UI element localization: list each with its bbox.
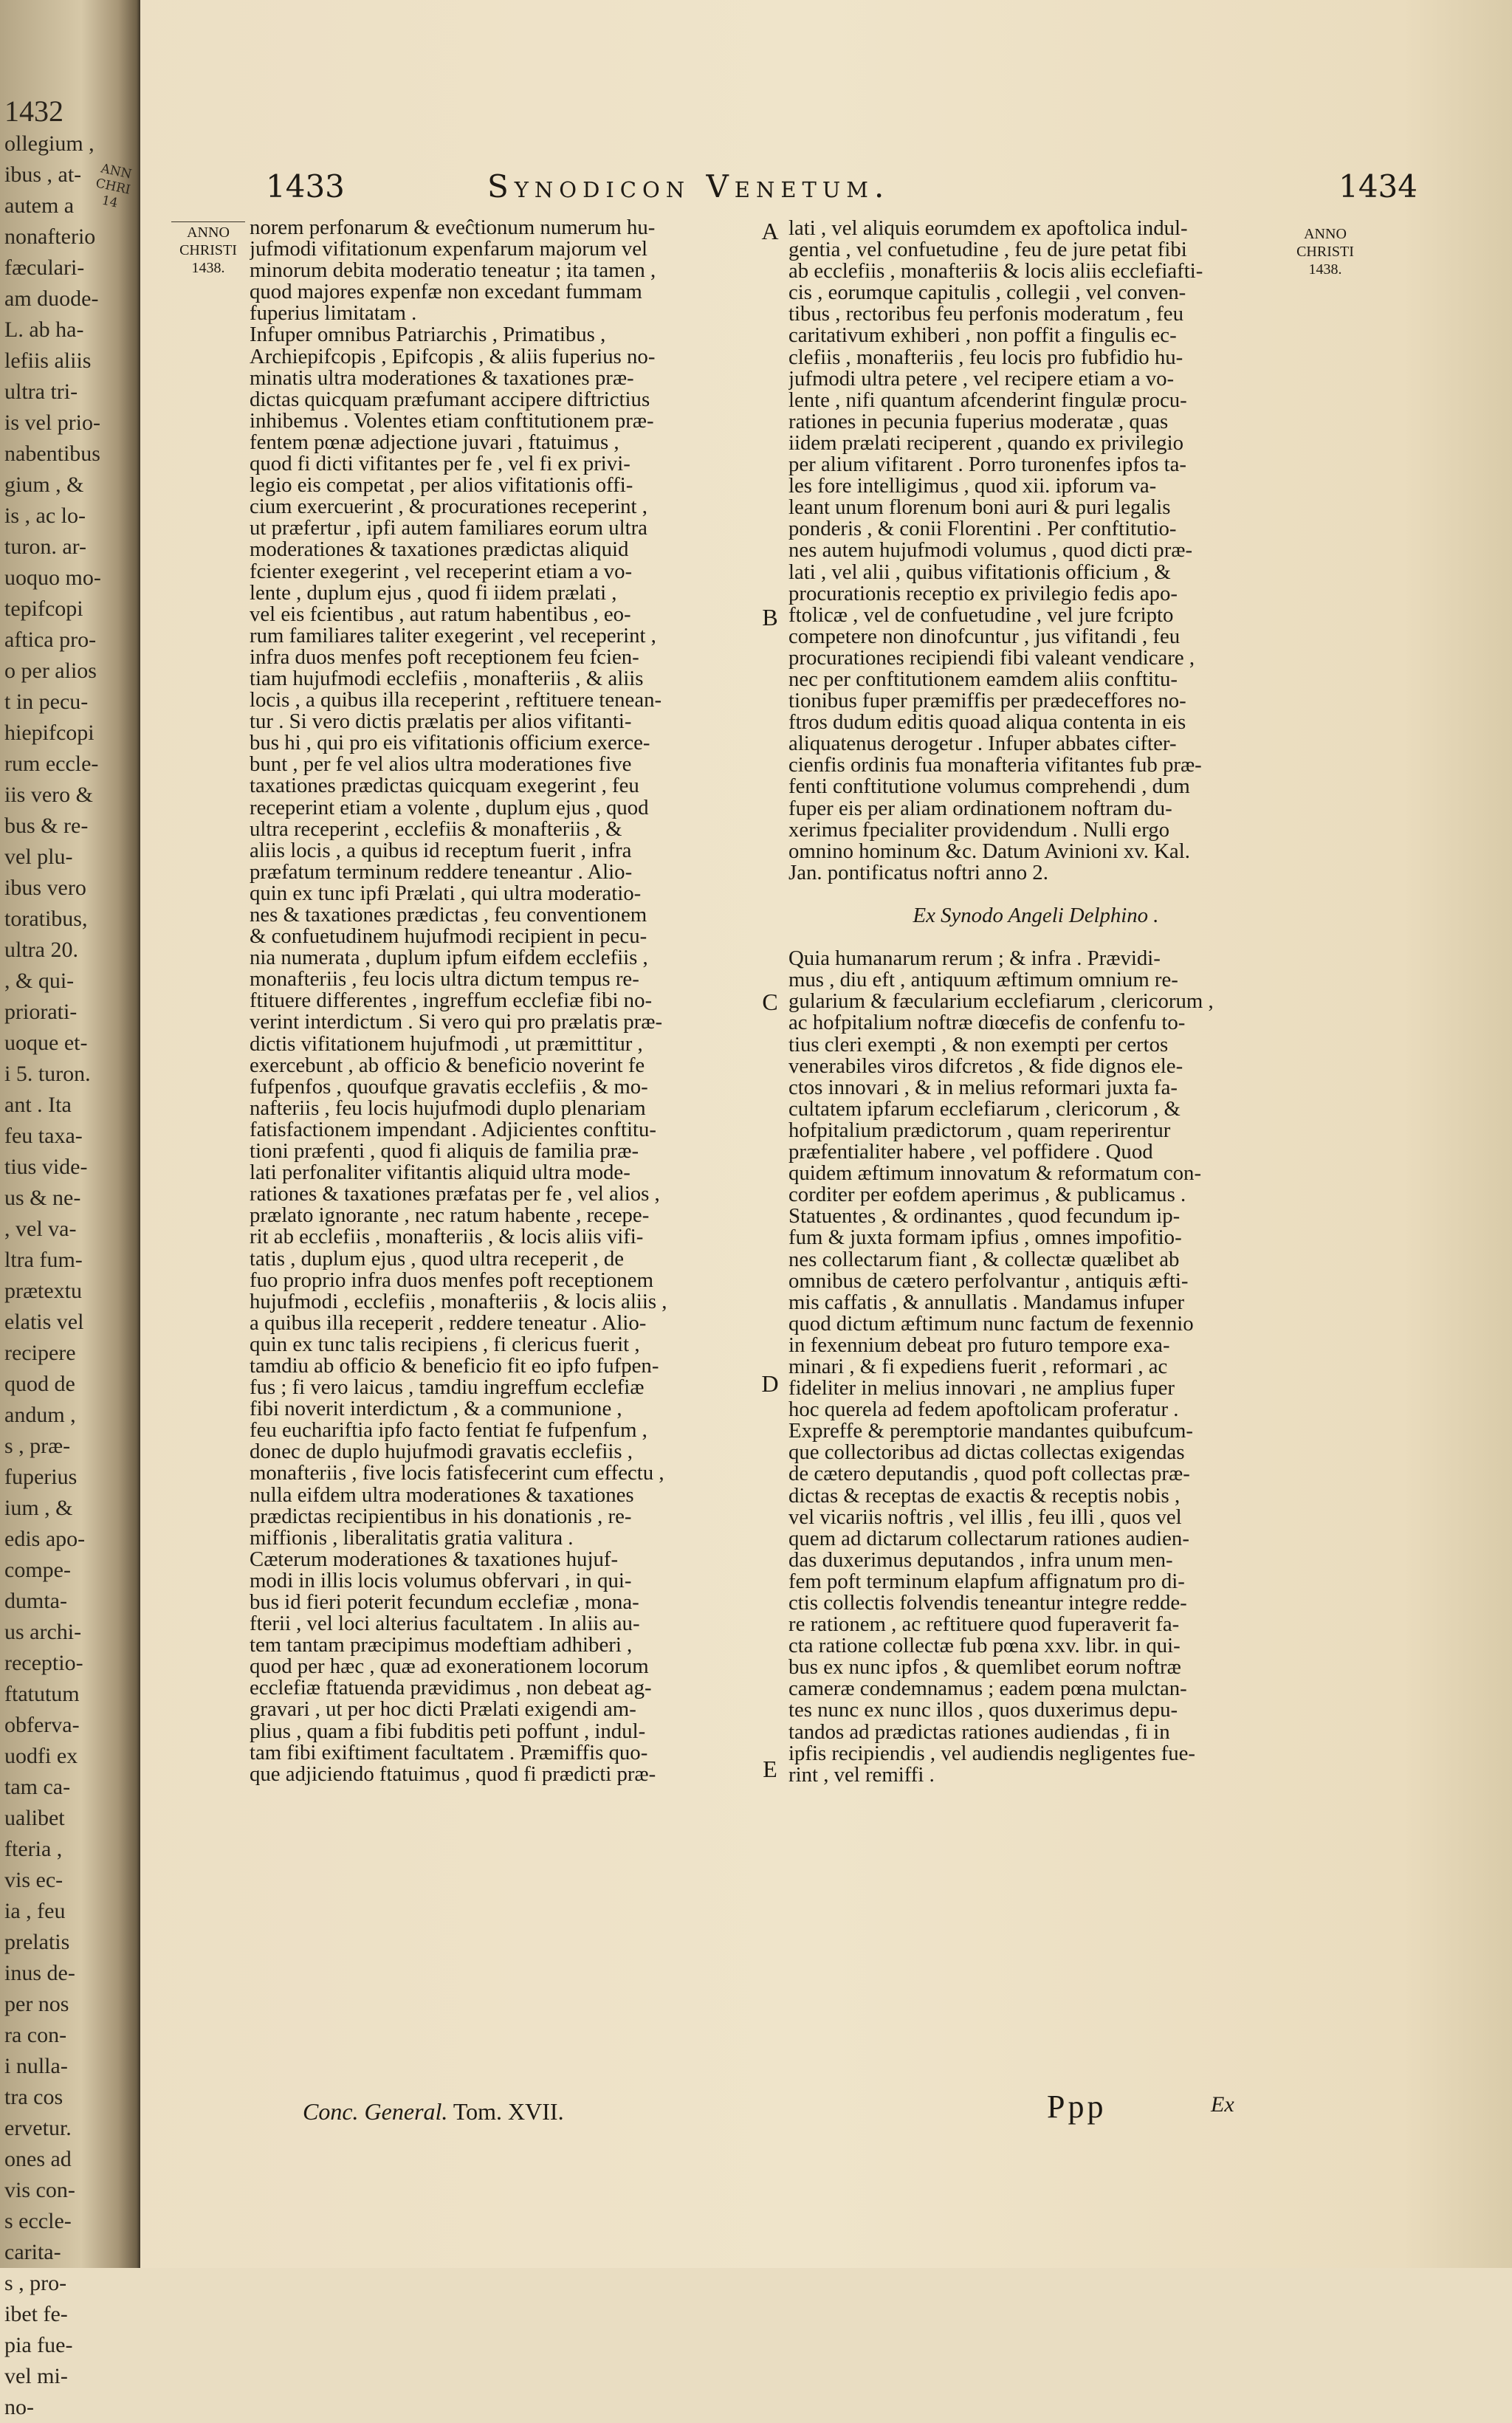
text-line: ibet fe- [4, 2302, 68, 2326]
text-line: jufmodi vifitationum expenfarum majorum vel [250, 237, 648, 261]
text-line: vis con- [4, 2178, 75, 2202]
text-line: nulla eifdem ultra moderationes & taxationes [250, 1482, 634, 1507]
anno-fragment-line: 14 [100, 193, 120, 211]
text-line: a quibus illa receperit , reddere teneatur . Alio- [250, 1310, 647, 1335]
text-line: fentem pœnæ adjectione juvari , ftatuimus , [250, 430, 619, 454]
text-line: am duode- [4, 286, 99, 311]
text-line: in fexennium debeat pro futuro tempore exa- [788, 1333, 1170, 1357]
text-line: modi in illis locis volumus obfervari , in qui- [250, 1568, 632, 1592]
text-line: per alium vifitarent . Porro turonenfes ipfos ta- [788, 453, 1186, 477]
text-line: les fore intelligimus , quod xii. ipforum va- [788, 474, 1157, 498]
text-line: fus ; fi vero laicus , tamdiu ingreffum ecclefiæ [250, 1375, 645, 1400]
text-line: ibus vero [4, 876, 86, 900]
text-line: bus hi , qui pro eis vifitationis officium exerce- [250, 731, 650, 755]
text-line: corditer per eofdem aperimus , & publicamus . [788, 1183, 1186, 1207]
text-line: vel vicariis noftris , vel illis , feu illi , quos vel [788, 1505, 1182, 1529]
text-line: leant unum florenum boni auri & puri legalis [788, 495, 1171, 520]
text-line: jufmodi ultra petere , vel recipere etiam a vo- [788, 366, 1175, 391]
text-line: omnibus de cætero perfolvantur , antiquis æfti- [788, 1268, 1189, 1293]
text-line: procurationis receptio ex privilegio fedis apo- [788, 581, 1178, 605]
text-line: Jan. pontificatus noftri anno 2. [788, 860, 1048, 884]
text-line: legio eis competat , per alios vifitationis offi- [250, 473, 633, 498]
text-line: que collectoribus ad dictas collectas exigendas [788, 1440, 1185, 1465]
text-line: compe- [4, 1558, 71, 1582]
text-line: fem poft terminum elapfum affignatum pro di- [788, 1569, 1185, 1593]
text-line: i nulla- [4, 2054, 68, 2078]
text-line: ftolicæ , vel de confuetudine , vel jure fcripto [788, 602, 1174, 627]
section-heading: Ex Synodo Angeli Delphino . [913, 904, 1159, 927]
text-line: quidem æftimum innovatum & reformatum con- [788, 1161, 1202, 1186]
text-line: fæculari- [4, 255, 85, 280]
text-line: quin ex tunc ipfi Prælati , qui ultra moderatio- [250, 881, 642, 905]
text-line: plius , quam a fibi fubditis peti poffunt , indul- [250, 1719, 646, 1743]
text-line: cameræ condemnamus ; eadem pœna mulctan- [788, 1677, 1187, 1701]
text-line: nia numerata , duplum ipfum eifdem ecclefiis , [250, 946, 648, 970]
text-line: ia , feu [4, 1899, 66, 1923]
text-line: i 5. turon. [4, 1062, 91, 1086]
text-line: tur . Si vero dictis prælatis per alios vifitanti- [250, 709, 632, 734]
text-line: prætextu [4, 1279, 82, 1303]
text-line: toratibus, [4, 907, 88, 931]
text-line: rint , vel remiffi . [788, 1762, 935, 1786]
text-line: tionibus fuper præmiffis per prædeceffores no- [788, 689, 1186, 713]
text-line: carita- [4, 2240, 61, 2264]
text-line: fenti conftitutione volumus comprehendi , dum [788, 774, 1190, 799]
text-line: tam fibi exiftiment facultatem . Præmiffis quo- [250, 1740, 648, 1764]
text-line: ultra receperint , ecclefiis & monafteriis , & [250, 817, 622, 841]
text-line: vel mi- [4, 2364, 68, 2388]
text-line: verint interdictum . Si vero qui pro prælatis præ- [250, 1010, 663, 1034]
text-line: o per alios [4, 659, 97, 683]
text-line: uoque et- [4, 1031, 88, 1055]
anno-fragment-line: ANN [99, 161, 134, 182]
text-line: L. ab ha- [4, 317, 84, 342]
text-line: clefiis , monafteriis , feu locis pro fubfidio hu- [788, 345, 1183, 369]
text-line: tibus , rectoribus feu perfonis moderatum , feu [788, 302, 1183, 326]
text-line: cta ratione collectæ fub pœna xxv. libr. in qui- [788, 1634, 1181, 1658]
text-line: ponderis , & conii Florentini . Per conftitutio- [788, 517, 1177, 541]
text-line: ctis collectis folvendis teneantur integre redde- [788, 1591, 1187, 1615]
text-line: exercebunt , ab officio & beneficio noverint fe [250, 1053, 645, 1077]
text-line: ctos innovari , & in melius reformari juxta fa- [788, 1075, 1178, 1099]
section-marker-b: B [762, 604, 778, 630]
text-line: dictas quicquam præfumant accipere diftrictius [250, 387, 650, 411]
text-line: minorum debita moderatio teneatur ; ita tamen , [250, 258, 656, 283]
text-line: tamdiu ab officio & beneficio fit eo ipfo fufpen- [250, 1353, 659, 1378]
text-line: quod de [4, 1372, 75, 1396]
text-line: minari , & fi expediens fuerit , reformari , ac [788, 1354, 1168, 1378]
text-line: vel plu- [4, 845, 73, 869]
text-line: ultra 20. [4, 938, 78, 962]
text-line: s , præ- [4, 1434, 71, 1458]
text-line: mis caffatis , & annullatis . Mandamus infuper [788, 1290, 1185, 1314]
text-line: das duxerimus deputandos , infra unum men- [788, 1547, 1173, 1572]
text-line: cium exercuerint , & procurationes receperint , [250, 495, 647, 519]
text-line: rum familiares taliter exegerint , vel receperint , [250, 623, 656, 647]
text-line: receperint etiam a volente , duplum ejus , quod [250, 795, 649, 819]
text-line: inhibemus . Volentes etiam conftitutionem præ- [250, 408, 654, 433]
text-line: Expreffe & peremptorie mandantes quibufcum- [788, 1419, 1194, 1443]
anno-fragment-line: CHRI [94, 176, 132, 198]
text-line: infra duos menfes poft receptionem feu fcien- [250, 645, 639, 669]
text-line: edis apo- [4, 1527, 86, 1551]
text-line: nabentibus [4, 441, 100, 466]
text-line: hofpitalium prædictorum , quam reperirentur [788, 1118, 1171, 1142]
text-line: autem a [4, 193, 75, 218]
text-line: fcienter exegerint , vel receperint etiam a vo- [250, 559, 633, 583]
text-line: tandos ad prædictas rationes audiendas , fi in [788, 1719, 1170, 1744]
text-line: fuo proprio infra duos menfes poft receptionem [250, 1268, 653, 1292]
christi-word: CHRISTI [179, 242, 237, 258]
text-line: fibi noverit interdictum , & a communione , [250, 1397, 622, 1421]
text-line: nec per conftitutionem eamdem aliis conftitu- [788, 667, 1178, 691]
text-line: uoquo mo- [4, 566, 101, 590]
text-line: iis vero & [4, 783, 93, 807]
catchword: Ex [1211, 2092, 1234, 2117]
text-line: nafteriis , feu locis hujufmodi duplo plenariam [250, 1096, 646, 1120]
text-line: monafteriis , feu locis ultra dictum tempus re- [250, 967, 639, 991]
text-line: præfentialiter habere , vel poffidere . Quod [788, 1140, 1153, 1164]
text-line: Cæterum moderationes & taxationes hujuf- [250, 1547, 619, 1571]
text-line: lati perfonaliter vifitantis aliquid ultra mode- [250, 1161, 630, 1185]
text-line [788, 927, 1283, 948]
text-line: aftica pro- [4, 628, 97, 652]
text-line: lefiis aliis [4, 348, 92, 373]
text-line: Quia humanarum rerum ; & infra . Prævidi- [788, 946, 1161, 971]
text-line: ervetur. [4, 2116, 72, 2140]
text-line: lati , vel alii , quibus vifitationis officium , & [788, 560, 1171, 584]
text-line: ra con- [4, 2023, 67, 2047]
section-marker-a: A [761, 218, 779, 244]
text-line: dictis vifitationem hujufmodi , ut præmittitur , [250, 1031, 643, 1056]
text-line: nonafterio [4, 224, 96, 249]
anno-word: ANNO [187, 224, 230, 241]
text-line: fteria , [4, 1837, 63, 1861]
right-text-column [788, 218, 1283, 1786]
footer-volume-number: Tom. XVII. [447, 2098, 564, 2125]
text-line: bus & re- [4, 814, 89, 838]
text-line: xerimus fpecialiter providendum . Nulli ergo [788, 817, 1170, 842]
text-line: inus de- [4, 1961, 75, 1985]
text-line: feu euchariftia ipfo facto fentiat fe fufpenfum , [250, 1418, 647, 1443]
text-line: nes collectarum fiant , & collectæ quælibet ab [788, 1247, 1180, 1271]
text-line: feu taxa- [4, 1124, 83, 1148]
text-line: priorati- [4, 1000, 78, 1024]
signature-mark: Ppp [1047, 2089, 1107, 2125]
text-line: nes & taxationes prædictas , feu conventionem [250, 903, 647, 927]
text-line: ab ecclefiis , monafteriis & locis aliis ecclefiafti- [788, 259, 1203, 283]
text-line: fatisfactionem impendant . Adjicientes conftitu- [250, 1117, 656, 1141]
text-line: prelatis [4, 1930, 70, 1954]
text-line: rum eccle- [4, 752, 99, 776]
text-line: nes autem hujufmodi volumus , quod dicti præ- [788, 538, 1193, 563]
text-line: tioni præfenti , quod fi aliquis de familia præ- [250, 1139, 639, 1164]
text-line: caritativum exhiberi , non poffit a fingulis ec- [788, 323, 1177, 348]
text-line: moderationes & taxationes prædictas aliquid [250, 537, 629, 562]
text-line: , vel va- [4, 1217, 77, 1241]
text-line: ipfis recipiendis , vel audiendis negligentes fue- [788, 1741, 1195, 1765]
text-line: tam ca- [4, 1775, 71, 1799]
text-line: ac hofpitalium noftræ diœcefis de confenfu to- [788, 1011, 1186, 1035]
text-line: us & ne- [4, 1186, 81, 1210]
text-line: dictas & receptas de exactis & receptis nobis , [788, 1483, 1181, 1508]
text-line: fuperius limitatam . [250, 301, 417, 326]
left-text-column [250, 217, 750, 1785]
text-line: tiam hujufmodi ecclefiis , monafteriis , & aliis [250, 666, 644, 690]
text-line: s eccle- [4, 2209, 72, 2233]
text-line: lente , duplum ejus , quod fi iidem prælati , [250, 580, 617, 605]
text-line: fum & juxta formam ipfius , omnes impofitio- [788, 1226, 1182, 1250]
anno-christi-right [1288, 225, 1362, 278]
previous-page-lines [4, 128, 130, 2423]
text-line: ftros dudum editis quoad aliqua contenta in eis [788, 710, 1186, 735]
text-line: dumta- [4, 1589, 67, 1613]
text-line: præfatum terminum reddere teneantur . Alio- [250, 859, 633, 884]
footer-volume-italic: Conc. General. [303, 2098, 448, 2125]
text-line: ium , & [4, 1496, 73, 1520]
text-line: tepifcopi [4, 597, 83, 621]
text-line: t in pecu- [4, 690, 89, 714]
text-line: is vel prio- [4, 410, 100, 435]
text-line: lente , nifi quantum afcenderint fingulæ procu- [788, 388, 1187, 412]
page-number-left: 1433 [266, 168, 345, 205]
text-line: hoc querela ad fedem apoftolicam proferatur . [788, 1398, 1179, 1422]
text-line: Statuentes , & ordinantes , quod fecundum ip- [788, 1204, 1181, 1228]
text-line: prælato ignorante , nec ratum habente , recepe- [250, 1203, 650, 1228]
anno-rule [171, 221, 245, 222]
text-line: taxationes prædictas quicquam exegerint , feu [250, 774, 639, 798]
page-number-right: 1434 [1339, 168, 1418, 205]
text-line: quod majores expenfæ non excedant fummam [250, 280, 642, 304]
text-line: gentia , vel confuetudine , feu de jure petat fibi [788, 238, 1187, 262]
footer-volume-info [303, 2098, 564, 2125]
text-line: rationes in pecunia fuperius moderatæ , quas [788, 409, 1169, 433]
text-line: de cætero deputandis , quod poft collectas præ- [788, 1462, 1190, 1486]
text-line: norem perfonarum & eveĉtionum numerum hu- [250, 217, 656, 239]
text-line: re rationem , ac reftituere quod fuperaverit fa- [788, 1612, 1180, 1637]
section-marker-c: C [762, 989, 778, 1015]
text-line: quod dictum æftimum nunc factum de fexennio [788, 1311, 1194, 1336]
text-line: tius cleri exempti , & non exempti per certos [788, 1032, 1169, 1056]
christi-word: CHRISTI [1296, 244, 1354, 260]
text-line: rationes & taxationes præfatas per fe , vel alios , [250, 1182, 660, 1206]
text-line: ut præfertur , ipfi autem familiares eorum ultra [250, 516, 647, 540]
anno-word: ANNO [1304, 226, 1347, 242]
text-line: tem tantam præcipimus modeftiam adhiberi , [250, 1633, 633, 1657]
section-marker-d: D [761, 1370, 779, 1397]
text-line: , & qui- [4, 969, 75, 993]
text-line: ftatutum [4, 1682, 80, 1706]
text-line: quod per hæc , quæ ad exonerationem locorum [250, 1654, 649, 1679]
text-line: fuperius [4, 1465, 78, 1489]
text-line: quod fi dicti vifitantes per fe , vel fi ex privi- [250, 452, 630, 476]
anno-year: 1438. [191, 260, 225, 276]
text-line: fuper eis per aliam ordinationem noftram du- [788, 796, 1172, 820]
text-line: que adjiciendo ftatuimus , quod fi prædicti præ- [250, 1762, 656, 1785]
text-line: ftituere differentes , ingreffum ecclefiæ fibi no- [250, 989, 653, 1013]
running-header [266, 168, 1418, 213]
text-line: tes nunc ex nunc illos , quos duxerimus depu- [788, 1698, 1178, 1722]
text-line: bus ex nunc ipfos , & quemlibet eorum noftræ [788, 1655, 1181, 1680]
text-line: recipere [4, 1341, 76, 1365]
text-line: fideliter in melius innovari , ne amplius fuper [788, 1376, 1175, 1400]
text-line: is , ac lo- [4, 503, 86, 528]
text-line: ones ad [4, 2147, 72, 2171]
text-line: gium , & [4, 472, 84, 497]
text-line: omnino hominum &c. Datum Avinioni xv. Kal. [788, 839, 1190, 863]
text-line: receptio- [4, 1651, 83, 1675]
text-line: uodfi ex [4, 1744, 78, 1768]
text-line [788, 884, 1283, 905]
text-line: elatis vel [4, 1310, 84, 1334]
text-line: tra cos [4, 2085, 63, 2109]
text-line: hujufmodi , ecclefiis , monafteriis , & locis aliis , [250, 1289, 667, 1313]
running-title: Synodicon Venetum. [487, 168, 890, 205]
text-line: Archiepifcopis , Epifcopis , & aliis fuperius no- [250, 344, 656, 368]
text-line: vis ec- [4, 1868, 63, 1892]
text-line: venerabiles viros difcretos , & fide dignos ele- [788, 1054, 1183, 1078]
text-line: ant . Ita [4, 1093, 72, 1117]
text-line: ltra fum- [4, 1248, 83, 1272]
text-line: ultra tri- [4, 379, 78, 404]
text-line: lati , vel aliquis eorumdem ex apoftolica indul- [788, 218, 1188, 240]
text-line: bunt , per fe vel alios ultra moderationes five [250, 752, 632, 777]
text-line: aliquatenus derogetur . Infuper abbates cifter- [788, 732, 1177, 756]
text-line: locis , a quibus illa receperint , reftituere tenean- [250, 688, 662, 712]
section-marker-e: E [763, 1756, 777, 1782]
text-line: no- [4, 2395, 34, 2419]
text-line: tatis , duplum ejus , quod ultra receperit , de [250, 1246, 625, 1271]
text-line: cis , eorumque capitulis , collegii , vel conven- [788, 281, 1186, 305]
anno-year: 1438. [1308, 261, 1342, 278]
text-line: ollegium , [4, 131, 94, 156]
text-line: mus , diu eft , antiquum æftimum omnium re- [788, 968, 1178, 992]
text-line: tius vide- [4, 1155, 88, 1179]
text-line: prædictas recipientibus in his donationis , re- [250, 1504, 632, 1528]
text-line: vel eis fcientibus , aut ratum habentibus , eo- [250, 602, 631, 626]
previous-page-number: 1432 [4, 96, 63, 128]
text-line: fufpenfos , quoufque gravatis ecclefiis , & mo- [250, 1074, 648, 1099]
text-line: per nos [4, 1992, 69, 2016]
previous-page-fragment [4, 96, 130, 2423]
text-line: iidem prælati reciperent , quando ex privilegio [788, 430, 1183, 455]
text-line: cienfis ordinis fua monafteria vifitantes fub præ- [788, 753, 1202, 777]
text-line: pia fue- [4, 2333, 73, 2357]
text-line: rit ab ecclefiis , monafteriis , & locis aliis vifi- [250, 1225, 644, 1249]
text-line: donec de duplo hujufmodi gravatis ecclefiis , [250, 1440, 633, 1464]
text-line: procurationes recipiendi fibi valeant vendicare , [788, 645, 1195, 670]
text-line: & confuetudinem hujufmodi recipient in pecu- [250, 924, 647, 949]
text-line: Infuper omnibus Patriarchis , Primatibus , [250, 323, 606, 347]
text-line: ecclefiæ ftatuenda prævidimus , non debeat ag- [250, 1676, 652, 1700]
text-line: ualibet [4, 1806, 65, 1830]
text-line: gularium & fæcularium ecclefiarum , clericorum , [788, 989, 1214, 1014]
text-line: quem ad dictarum collectarum rationes audien- [788, 1526, 1189, 1550]
text-line: andum , [4, 1403, 76, 1427]
text-line: gravari , ut per hoc dicti Prælati exigendi am- [250, 1697, 636, 1722]
text-line: bus id fieri poterit fecundum ecclefiæ , mona- [250, 1590, 639, 1614]
text-line: competere non dinofcuntur , jus vifitandi , feu [788, 624, 1181, 648]
text-line: fterii , vel loci alterius facultatem . In aliis au- [250, 1612, 640, 1636]
text-line: monafteriis , five locis fatisfecerint cum effectu , [250, 1461, 664, 1485]
text-line: ibus , at- [4, 162, 82, 187]
text-line: s , pro- [4, 2271, 67, 2295]
text-line: minatis ultra moderationes & taxationes præ- [250, 365, 634, 390]
text-line: cultatem ipfarum ecclefiarum , clericorum , & [788, 1096, 1181, 1121]
anno-christi-left [171, 221, 245, 277]
text-line: hiepifcopi [4, 721, 94, 745]
text-line: obferva- [4, 1713, 80, 1737]
text-line: quin ex tunc talis recipiens , fi clericus fuerit , [250, 1332, 640, 1356]
text-line: us archi- [4, 1620, 82, 1644]
text-line: miffionis , liberalitatis gratia valitura . [250, 1525, 574, 1550]
text-line: turon. ar- [4, 535, 87, 559]
text-line: aliis locis , a quibus id receptum fuerit , infra [250, 838, 632, 862]
